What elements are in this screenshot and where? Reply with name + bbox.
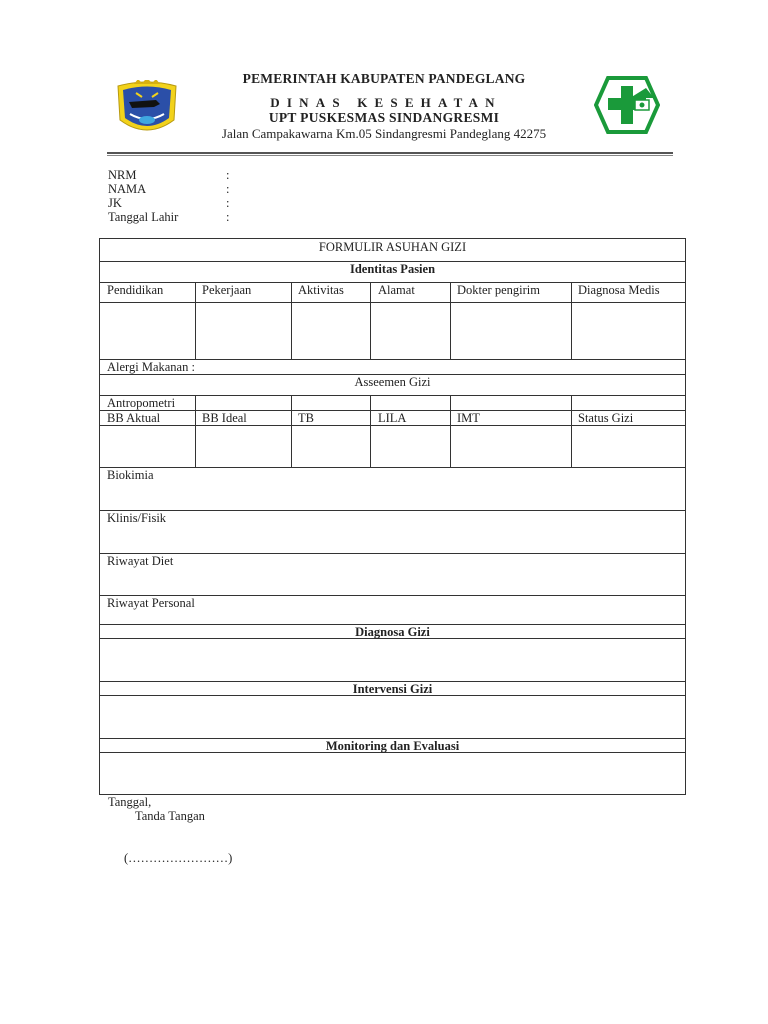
col-pendidikan: Pendidikan <box>107 283 164 297</box>
col-status-gizi: Status Gizi <box>578 411 634 425</box>
address: Jalan Campakawarna Km.05 Sindangresmi Pandeglang 42275 <box>221 126 547 141</box>
signature-label: Tanda Tangan <box>135 809 205 823</box>
col-alamat: Alamat <box>378 283 415 297</box>
monitoring-heading: Monitoring dan Evaluasi <box>325 739 460 753</box>
field-nama-label: NAMA <box>108 182 147 196</box>
intervention-heading: Intervensi Gizi <box>352 682 433 696</box>
header-rule <box>107 152 673 154</box>
field-nrm-label: NRM <box>108 168 137 182</box>
government-name: PEMERINTAH KABUPATEN PANDEGLANG <box>242 71 526 86</box>
col-bb-aktual: BB Aktual <box>107 411 161 425</box>
col-tb: TB <box>298 411 314 425</box>
form-title: FORMULIR ASUHAN GIZI <box>318 240 467 254</box>
identity-heading: Identitas Pasien <box>349 262 436 276</box>
field-dob-colon: : <box>226 210 230 224</box>
col-lila: LILA <box>378 411 407 425</box>
assessment-heading: Asseemen Gizi <box>354 375 431 389</box>
date-label: Tanggal, <box>108 795 152 809</box>
allergy-label: Alergi Makanan : <box>107 360 195 374</box>
field-jk-label: JK <box>108 196 122 210</box>
field-jk-colon: : <box>226 196 230 210</box>
col-aktivitas: Aktivitas <box>298 283 344 297</box>
col-pekerjaan: Pekerjaan <box>202 283 252 297</box>
department-name: DINAS KESEHATAN <box>270 95 502 110</box>
col-imt: IMT <box>457 411 480 425</box>
anthropometry-label: Antropometri <box>107 396 176 410</box>
nutrition-care-form <box>99 238 686 795</box>
col-diagnosa-medis: Diagnosa Medis <box>578 283 660 297</box>
col-dokter-pengirim: Dokter pengirim <box>457 283 540 297</box>
col-bb-ideal: BB Ideal <box>202 411 247 425</box>
field-dob-label: Tanggal Lahir <box>108 210 179 224</box>
section-riwayat-personal: Riwayat Personal <box>107 596 195 610</box>
section-riwayat-diet: Riwayat Diet <box>107 554 174 568</box>
signature-line: (……………………) <box>124 851 233 865</box>
puskesmas-name: UPT PUSKESMAS SINDANGRESMI <box>268 110 500 125</box>
field-nama-colon: : <box>226 182 230 196</box>
section-biokimia: Biokimia <box>107 468 154 482</box>
section-klinis-fisik: Klinis/Fisik <box>107 511 167 525</box>
diagnosis-heading: Diagnosa Gizi <box>355 625 430 639</box>
field-nrm-colon: : <box>226 168 230 182</box>
header-rule-thin <box>107 155 673 156</box>
